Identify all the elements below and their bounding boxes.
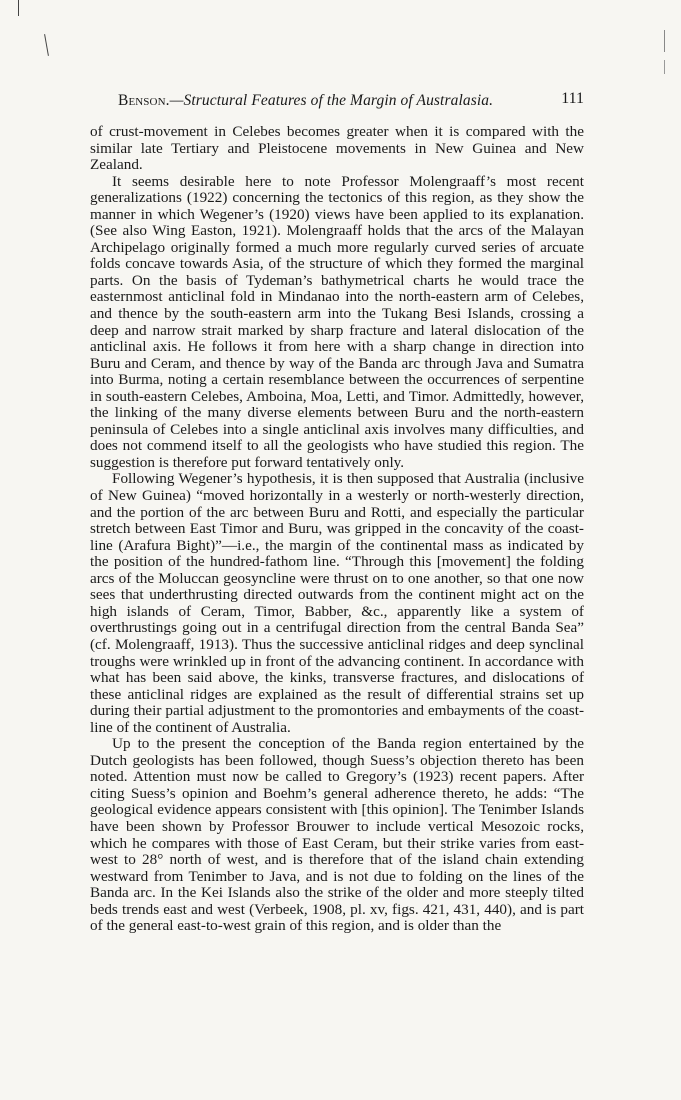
running-head-author: Benson. <box>118 92 170 109</box>
running-head <box>90 90 584 116</box>
running-head-subtitle: —Structural Features of the Margin of Australasia. <box>169 92 494 109</box>
scan-mark-left-lower <box>44 34 49 56</box>
paragraph-3: Following Wegener’s hypothesis, it is then supposed that Australia (inclusive of New Guinea) “moved horizontally in a westerly or north-westerly direction, and the portion of the arc between Buru and Rotti, and especially the particular stretch between East Timor and Buru, was gripped in the concavity of the coast-line (Arafura Bight)”—i.e., the margin of the continental mass as indicated by the position of the hundred-fathom line. “Through this [movement] the folding arcs of the Moluccan geosyncline were thrust on to one another, so that one now sees that underthrusting directed outwards from the continent might act on the high islands of Ceram, Timor, Babber, &c., apparently like a system of overthrustings going out in a centrifugal direction from the central Banda Sea” (cf. Molengraaff, 1913). Thus the successive anticlinal ridges and deep synclinal troughs were wrinkled up in front of the advancing continent. In accordance with what has been said above, the kinks, transverse fractures, and dislocations of these anticlinal ridges are explained as the result of differential strains set up during their partial adjustment to the promontories and embayments of the coast-line of the continent of Australia. <box>90 470 584 736</box>
paragraph-2: It seems desirable here to note Professor Molengraaff’s most recent generalizations (1922) concerning the tectonics of this region, as they show the manner in which Wegener’s (1920) views have been applied to its explanation. (See also Wing Easton, 1921). Molengraaff holds that the arcs of the Malayan Archipelago originally formed a much more regularly curved series of arcuate folds concave towards Asia, of the structure of which they formed the marginal parts. On the basis of Tydeman’s bathymetrical charts he would trace the easternmost anticlinal fold in Mindanao into the north-eastern arm of Celebes, and thence by the south-eastern arm into the Tukang Besi Islands, crossing a deep and narrow strait marked by sharp fracture and lateral dislocation of the anticlinal axis. He follows it from here with a sharp change in direction into Buru and Ceram, and thence by way of the Banda arc through Java and Sumatra into Burma, noting a certain resemblance between the occurrences of serpentine in south-eastern Celebes, Amboina, Moa, Letti, and Timor. Admittedly, however, the linking of the many diverse elements between Buru and the north-eastern peninsula of Celebes into a single anticlinal axis involves many difficulties, and does not commend itself to all the geologists who have studied this region. The suggestion is therefore put forward tentatively only. <box>90 172 584 471</box>
page-number: 111 <box>561 90 584 107</box>
paragraph-1: of crust-movement in Celebes becomes greater when it is compared with the similar late Tertiary and Pleistocene movements in New Guinea and New Zealand. <box>90 123 584 174</box>
paragraph-4: Up to the present the conception of the Banda region entertained by the Dutch geologists has been followed, though Suess’s objection thereto has been noted. Attention must now be called to Gregory’s (1923) recent papers. After citing Suess’s opinion and Boehm’s general adherence thereto, he adds: “The geological evidence appears consistent with [this opinion]. The Tenimber Islands have been shown by Professor Brouwer to include vertical Mesozoic rocks, which he compares with those of East Ceram, but their strike varies from east-west to 28° north of west, and is therefore that of the island chain extending westward from Tenimber to Java, and is not due to folding on the lines of the Banda arc. In the Kei Islands also the strike of the older and more steeply tilted beds trends east and west (Verbeek, 1908, pl. xv, figs. 421, 431, 440), and is part of the general east-to-west grain of this region, and is older than the <box>90 735 584 935</box>
scan-mark-right <box>664 30 665 52</box>
scan-mark-right-lower <box>664 60 665 74</box>
page <box>90 90 584 935</box>
scan-mark-left <box>18 0 19 16</box>
body-text <box>90 124 584 935</box>
running-head-title <box>118 92 493 110</box>
